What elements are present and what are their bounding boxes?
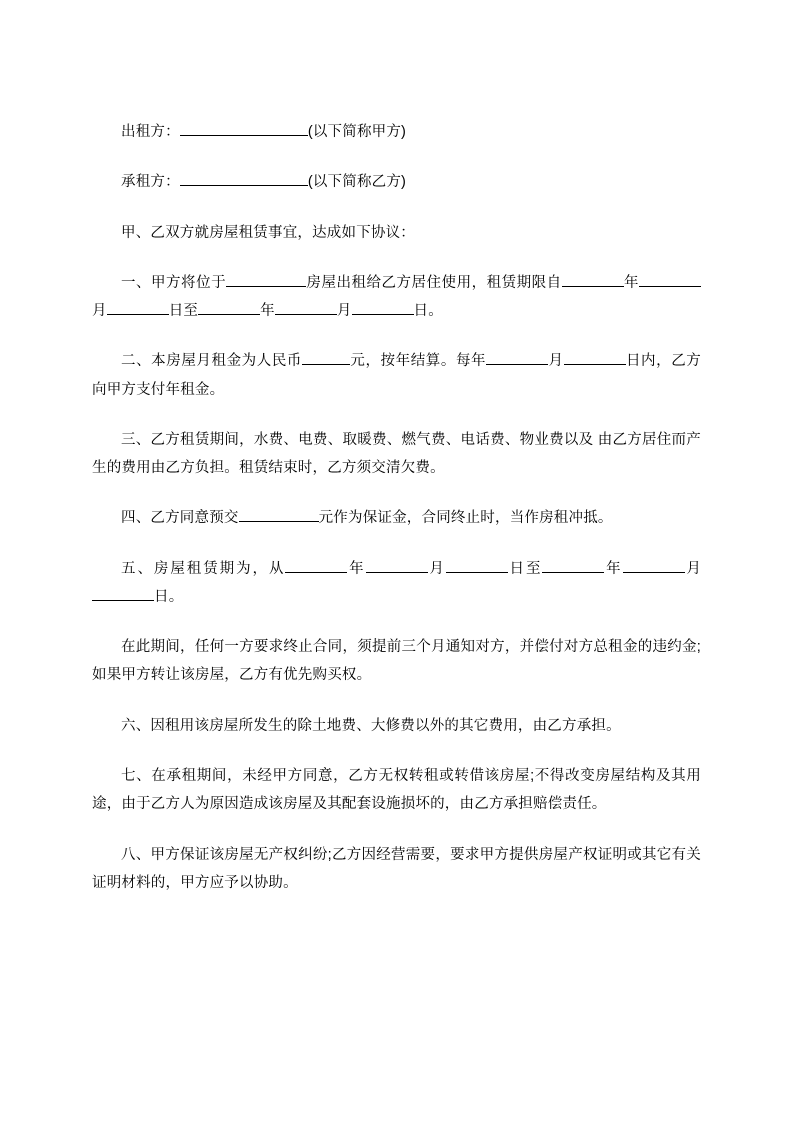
clause-5-seg-6: 日。 xyxy=(154,588,184,605)
lessor-blank[interactable] xyxy=(180,121,308,137)
clause-4 xyxy=(92,504,701,532)
clause-1-seg-2: 年 xyxy=(623,274,640,291)
clause-1-seg-1: 房屋出租给乙方居住使用，租赁期限自 xyxy=(306,274,562,291)
clause-5 xyxy=(92,555,701,612)
clause-5-blank-5[interactable] xyxy=(92,585,154,601)
clause-5-seg-3: 日至 xyxy=(507,560,543,577)
clause-1-blank-3[interactable] xyxy=(107,300,169,316)
clause-1-seg-3: 月 xyxy=(92,303,107,320)
clause-6 xyxy=(92,712,701,740)
lessee-label: 承租方： xyxy=(121,174,180,191)
clause-1-blank-5[interactable] xyxy=(275,300,337,316)
clause-7-text: 七、在承租期间，未经甲方同意，乙方无权转租或转借该房屋;不得改变房屋结构及其用途，由于乙方人为原因造成该房屋及其配套设施损坏的，由乙方承担赔偿责任。 xyxy=(92,767,701,813)
clause-1-seg-5: 年 xyxy=(260,303,275,320)
lessor-label: 出租方： xyxy=(121,124,180,140)
clause-1-seg-7: 日。 xyxy=(413,303,443,320)
clause-1 xyxy=(92,269,701,326)
preamble-text: 甲、乙双方就房屋租赁事宜，达成如下协议： xyxy=(121,224,415,241)
clause-5-blank-0[interactable] xyxy=(285,557,347,573)
clause-1-blank-2[interactable] xyxy=(639,271,701,287)
clause-5-blank-1[interactable] xyxy=(366,557,428,573)
clause-1-blank-6[interactable] xyxy=(352,300,414,316)
clause-4-blank-0[interactable] xyxy=(239,507,319,523)
clause-8 xyxy=(92,841,701,898)
clause-5-seg-0: 五、房屋租赁期为，从 xyxy=(121,560,286,577)
clause-5-blank-2[interactable] xyxy=(446,557,508,573)
lessee-line xyxy=(92,168,701,196)
clause-5-seg-1: 年 xyxy=(347,560,366,577)
clause-2-seg-2: 月 xyxy=(548,353,564,370)
clause-7 xyxy=(92,762,701,819)
clause-4-seg-0: 四、乙方同意预交 xyxy=(121,510,239,527)
preamble xyxy=(92,219,701,247)
clause-5-blank-4[interactable] xyxy=(623,557,685,573)
lessee-suffix: (以下简称乙方) xyxy=(307,174,407,191)
clause-2-blank-2[interactable] xyxy=(564,350,626,366)
clause-2-seg-1: 元，按年结算。每年 xyxy=(349,353,487,370)
clause-5-note xyxy=(92,633,701,690)
clause-2-seg-0: 二、本房屋月租金为人民币 xyxy=(121,353,302,370)
clause-5-seg-4: 年 xyxy=(604,560,623,577)
clause-6-text: 六、因租用该房屋所发生的除土地费、大修费以外的其它费用，由乙方承担。 xyxy=(121,717,621,734)
clause-5-blank-3[interactable] xyxy=(542,557,604,573)
clause-5-note-text: 在此期间，任何一方要求终止合同，须提前三个月通知对方，并偿付对方总租金的违约金;如果甲方转让该房屋，乙方有优先购买权。 xyxy=(92,639,701,684)
document-body xyxy=(92,118,701,897)
clause-1-seg-4: 日至 xyxy=(168,303,199,320)
clause-3 xyxy=(92,426,701,483)
clause-5-seg-5: 月 xyxy=(684,560,702,577)
lessor-suffix: (以下简称甲方) xyxy=(307,124,407,140)
clause-2 xyxy=(92,347,701,404)
clause-1-blank-0[interactable] xyxy=(226,271,306,287)
clause-8-text: 八、甲方保证该房屋无产权纠纷;乙方因经营需要，要求甲方提供房屋产权证明或其它有关证明材料的，甲方应予以协助。 xyxy=(92,846,701,891)
clause-2-seg-3: 日内，乙方向甲方支付年租金。 xyxy=(92,353,701,398)
clause-4-seg-1: 元作为保证金，合同终止时，当作房租冲抵。 xyxy=(318,510,613,527)
lessee-blank[interactable] xyxy=(180,171,308,187)
clause-1-seg-0: 一、甲方将位于 xyxy=(121,274,227,291)
clause-1-seg-6: 月 xyxy=(336,303,352,320)
clause-5-seg-2: 月 xyxy=(427,560,446,577)
lessor-line xyxy=(92,118,701,146)
clause-2-blank-0[interactable] xyxy=(302,350,350,366)
clause-3-text: 三、乙方租赁期间，水费、电费、取暖费、燃气费、电话费、物业费以及 由乙方居住而产生的费用由乙方负担。租赁结束时，乙方须交清欠费。 xyxy=(92,431,701,477)
clause-1-blank-4[interactable] xyxy=(198,300,260,316)
clause-1-blank-1[interactable] xyxy=(562,271,624,287)
clause-2-blank-1[interactable] xyxy=(486,350,548,366)
